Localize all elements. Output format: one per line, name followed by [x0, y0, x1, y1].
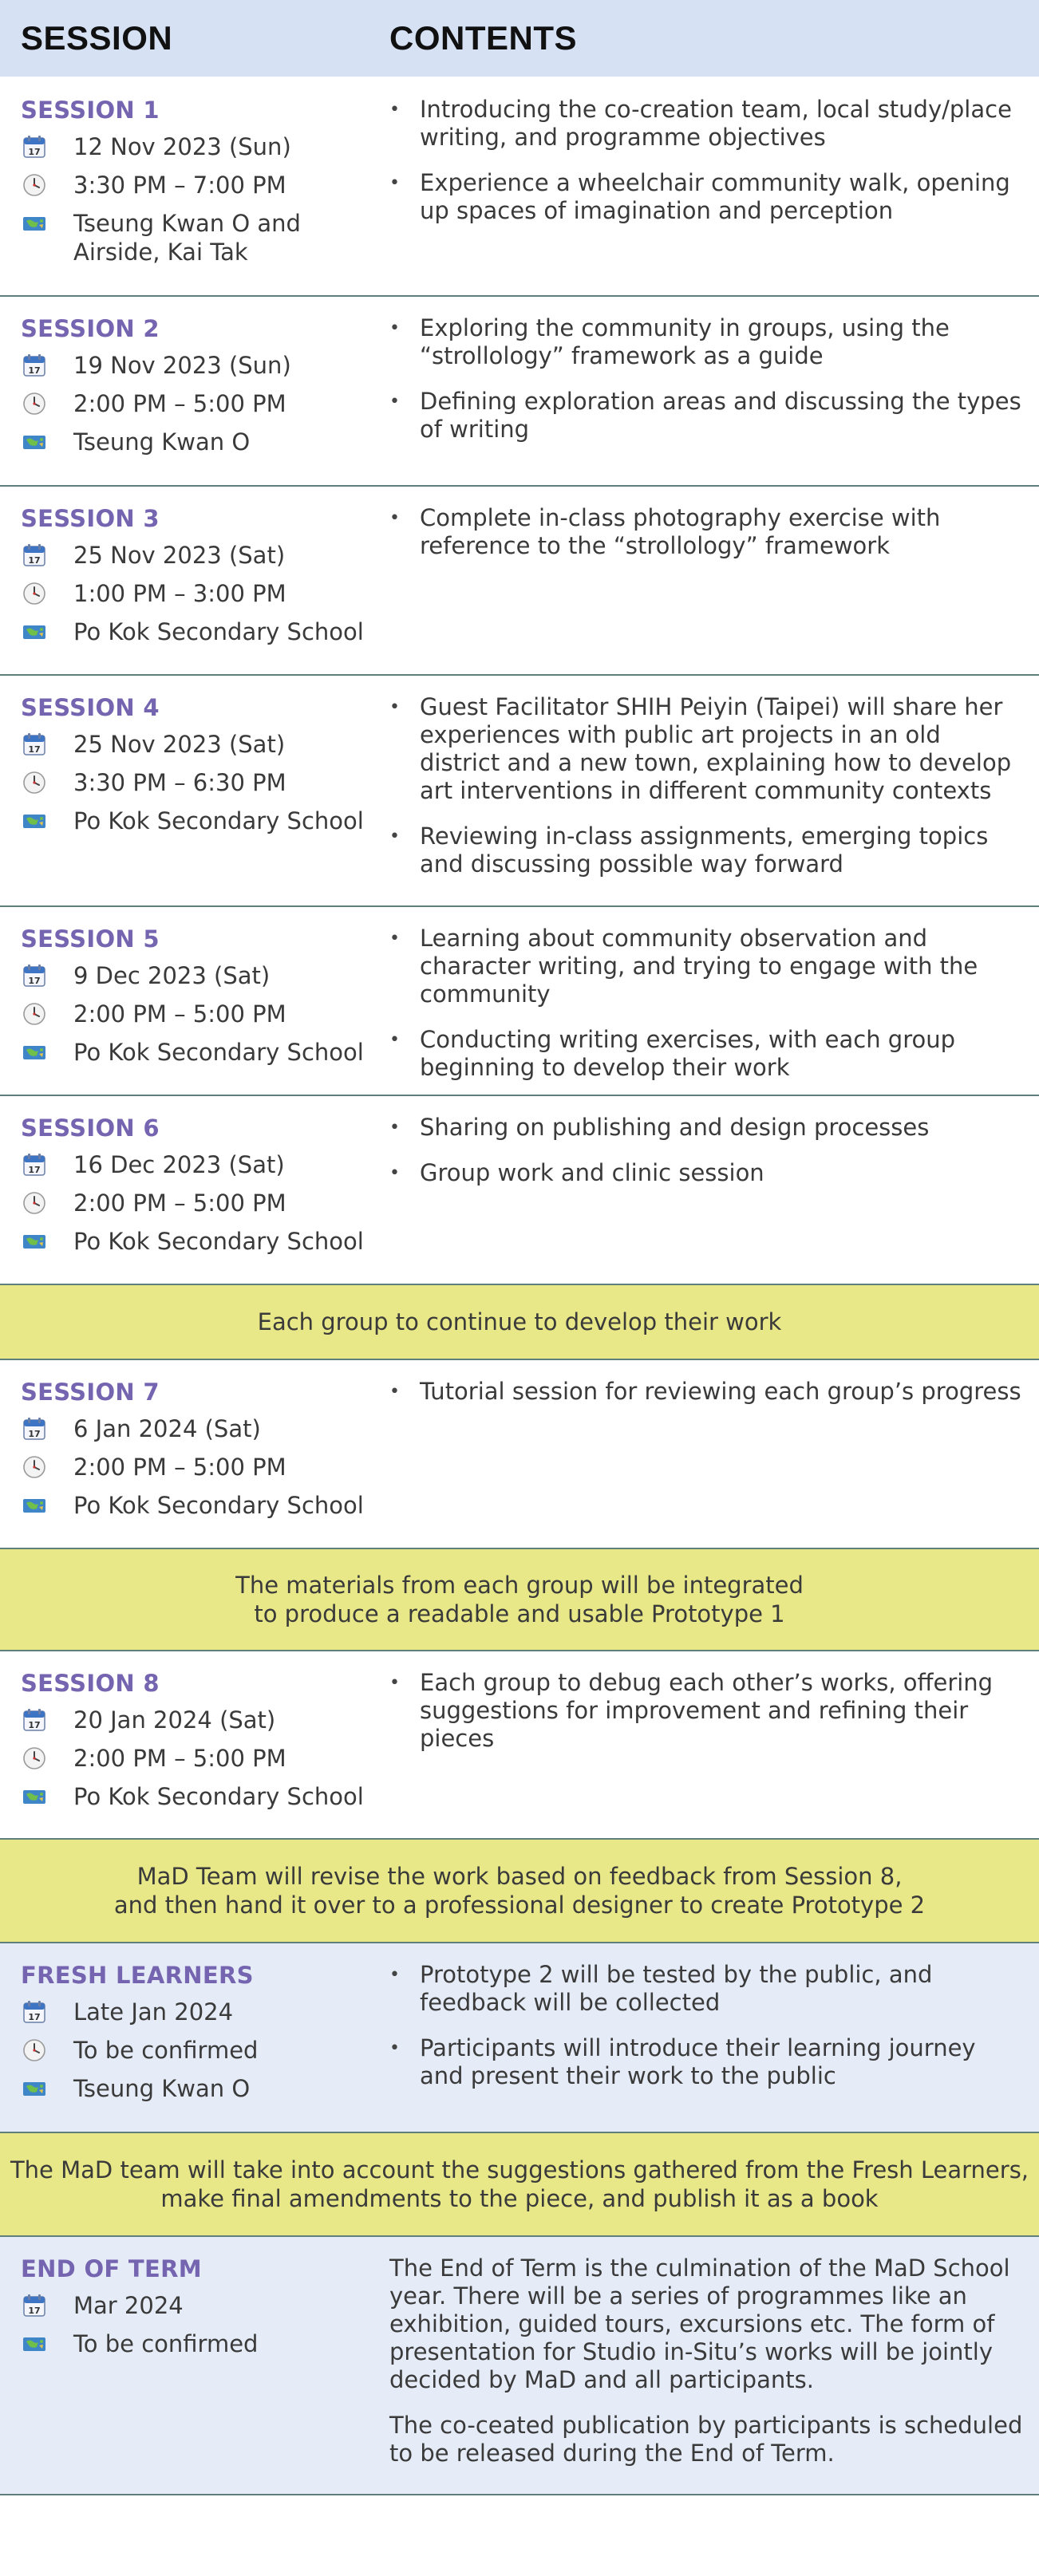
- svg-text:17: 17: [28, 555, 41, 566]
- content-bullet: • Complete in-class photography exercise with reference to the “strollology” framework: [389, 504, 941, 559]
- date-text: 25 Nov 2023 (Sat): [73, 542, 286, 569]
- note-banner: The MaD team will take into account the suggestions gathered from the Fresh Learners, make final amendments to the piece, and publish it as a book: [0, 2133, 1039, 2237]
- session-title: SESSION 8: [21, 1670, 160, 1697]
- session-contents: [370, 487, 1039, 674]
- time-text: 2:00 PM – 5:00 PM: [73, 1189, 286, 1217]
- session-date: [21, 1998, 370, 2026]
- bullet-text: Exploring the community in groups, using the “strollology” framework as a guide: [420, 314, 950, 369]
- content-bullet: • Defining exploration areas and discussing the types of writing: [389, 388, 1021, 443]
- session-venue: [21, 2329, 370, 2358]
- map-icon: [21, 1227, 48, 1256]
- header-contents: CONTENTS: [389, 19, 577, 57]
- bullet-text: Each group to debug each other’s works, offering suggestions for improvement and refining their pieces: [420, 1669, 994, 1752]
- bullet-text: Conducting writing exercises, with each group beginning to develop their work: [420, 1026, 956, 1081]
- content-bullet: • Group work and clinic session: [389, 1159, 764, 1186]
- date-text: 20 Jan 2024 (Sat): [73, 1706, 276, 1734]
- note-banner: Each group to continue to develop their work: [0, 1285, 1039, 1360]
- session-row-3: [0, 487, 1039, 676]
- venue-text: Tseung Kwan O and Airside, Kai Tak: [73, 210, 301, 266]
- venue-text: Po Kok Secondary School: [73, 1039, 364, 1066]
- bullet-text: Guest Facilitator SHIH Peiyin (Taipei) will share her experiences with public art projects in an old district and a new town, explaining how to develop art interventions in different community contexts: [420, 693, 1012, 804]
- session-row-2: [0, 297, 1039, 487]
- venue-text: To be confirmed: [73, 2330, 259, 2357]
- note-banner: MaD Team will revise the work based on feedback from Session 8, and then hand it over to a professional designer to create Prototype 2: [0, 1840, 1039, 1943]
- bullet-text: Complete in-class photography exercise with reference to the “strollology” framework: [420, 504, 941, 559]
- content-bullet: • Participants will introduce their learning journey and present their work to the public: [389, 2034, 976, 2089]
- session-title: SESSION 5: [21, 925, 160, 953]
- session-date: [21, 730, 370, 759]
- bullet-text: Learning about community observation and character writing, and trying to engage with the community: [420, 925, 978, 1008]
- content-bullet: • Introducing the co-creation team, local study/place writing, and programme objectives: [389, 96, 1012, 151]
- session-title: SESSION 6: [21, 1114, 160, 1142]
- session-info: [0, 907, 370, 1095]
- session-title: SESSION 2: [21, 315, 160, 342]
- content-bullet: • Reviewing in-class assignments, emerging topics and discussing possible way forward: [389, 823, 989, 878]
- venue-text: Po Kok Secondary School: [73, 807, 364, 834]
- bullet-text: Experience a wheelchair community walk, opening up spaces of imagination and perception: [420, 169, 1010, 224]
- map-icon: [21, 1038, 48, 1067]
- session-contents: [370, 297, 1039, 485]
- session-time: [21, 1453, 370, 1481]
- session-date: [21, 961, 370, 990]
- date-text: 12 Nov 2023 (Sun): [73, 133, 291, 160]
- date-text: Late Jan 2024: [73, 1998, 234, 2026]
- session-time: [21, 171, 370, 199]
- session-date: [21, 1706, 370, 1734]
- session-contents: [370, 1651, 1039, 1838]
- time-text: 2:00 PM – 5:00 PM: [73, 1000, 286, 1028]
- session-contents: [370, 1943, 1039, 2132]
- content-paragraph: The End of Term is the culmination of the MaD School year. There will be a series of programmes like an exhibition, guided tours, excursions etc. The form of presentation for Studio in-Situ’s works will be jointly decided by MaD and all participants.: [389, 2254, 1010, 2393]
- session-venue: [21, 428, 370, 456]
- time-text: To be confirmed: [73, 2037, 259, 2064]
- clock-icon: [21, 768, 48, 797]
- calendar-icon: [21, 1706, 48, 1734]
- map-icon: [21, 617, 48, 646]
- session-date: [21, 1414, 370, 1443]
- svg-text:17: 17: [28, 976, 41, 986]
- content-bullet: • Prototype 2 will be tested by the public, and feedback will be collected: [389, 1961, 933, 2016]
- svg-text:17: 17: [28, 1165, 41, 1175]
- table-header: [0, 0, 1039, 78]
- calendar-icon: [21, 961, 48, 990]
- svg-text:17: 17: [28, 744, 41, 755]
- bullet-text: Prototype 2 will be tested by the public, and feedback will be collected: [420, 1961, 933, 2016]
- session-contents: [370, 907, 1039, 1095]
- fresh-learners-row: [0, 1943, 1039, 2133]
- session-venue: [21, 807, 370, 835]
- calendar-icon: [21, 132, 48, 161]
- clock-icon: [21, 2036, 48, 2065]
- clock-icon: [21, 1000, 48, 1028]
- session-time: [21, 2036, 370, 2065]
- end-of-term-row: [0, 2237, 1039, 2495]
- session-row-7: [0, 1360, 1039, 1549]
- header-session: SESSION: [21, 19, 173, 57]
- date-text: 25 Nov 2023 (Sat): [73, 731, 286, 758]
- clock-icon: [21, 1189, 48, 1217]
- svg-text:17: 17: [28, 147, 41, 157]
- calendar-icon: [21, 1150, 48, 1179]
- map-icon: [21, 428, 48, 456]
- date-text: Mar 2024: [73, 2292, 184, 2319]
- map-icon: [21, 1782, 48, 1811]
- session-contents: [370, 78, 1039, 295]
- session-title: FRESH LEARNERS: [21, 1962, 254, 1989]
- session-date: [21, 132, 370, 161]
- calendar-icon: [21, 730, 48, 759]
- content-bullet: • Exploring the community in groups, using the “strollology” framework as a guide: [389, 314, 950, 369]
- session-time: [21, 1189, 370, 1217]
- calendar-icon: [21, 2291, 48, 2320]
- time-text: 1:00 PM – 3:00 PM: [73, 580, 286, 607]
- content-bullet: • Experience a wheelchair community walk, opening up spaces of imagination and perception: [389, 169, 1010, 224]
- session-date: [21, 2291, 370, 2320]
- content-bullet: • Guest Facilitator SHIH Peiyin (Taipei) will share her experiences with public art projects in an old district and a new town, explaining how to develop art interventions in different community contexts: [389, 693, 1012, 804]
- session-contents: [370, 1096, 1039, 1284]
- session-time: [21, 579, 370, 608]
- content-bullet: • Each group to debug each other’s works, offering suggestions for improvement and refining their pieces: [389, 1669, 994, 1752]
- session-title: SESSION 3: [21, 505, 160, 532]
- time-text: 2:00 PM – 5:00 PM: [73, 390, 286, 417]
- session-row-5: [0, 907, 1039, 1096]
- session-contents: [370, 676, 1039, 905]
- content-bullet: • Learning about community observation and character writing, and trying to engage with the community: [389, 925, 978, 1008]
- session-contents: [370, 2237, 1039, 2494]
- venue-text: Tseung Kwan O: [73, 2075, 251, 2102]
- session-time: [21, 768, 370, 797]
- session-contents: [370, 1360, 1039, 1548]
- bullet-text: Reviewing in-class assignments, emerging topics and discussing possible way forward: [420, 823, 989, 878]
- venue-text: Po Kok Secondary School: [73, 1783, 364, 1810]
- session-info: [0, 1096, 370, 1284]
- session-info: [0, 297, 370, 485]
- svg-text:17: 17: [28, 2012, 41, 2022]
- bullet-text: Introducing the co-creation team, local study/place writing, and programme objectives: [420, 96, 1012, 151]
- svg-text:17: 17: [28, 2306, 41, 2316]
- session-title: SESSION 1: [21, 97, 160, 124]
- map-icon: [21, 807, 48, 835]
- session-info: [0, 487, 370, 674]
- session-row-1: [0, 78, 1039, 297]
- session-date: [21, 351, 370, 380]
- time-text: 3:30 PM – 7:00 PM: [73, 172, 286, 199]
- session-venue: [21, 1227, 370, 1256]
- session-row-6: [0, 1096, 1039, 1285]
- note-banner: The materials from each group will be integrated to produce a readable and usable Prototype 1: [0, 1549, 1039, 1651]
- bullet-text: Defining exploration areas and discussing the types of writing: [420, 388, 1021, 443]
- session-title: SESSION 7: [21, 1379, 160, 1406]
- session-time: [21, 1744, 370, 1773]
- session-info: [0, 1651, 370, 1838]
- venue-text: Tseung Kwan O: [73, 428, 251, 456]
- map-icon: [21, 209, 48, 238]
- session-venue: [21, 2074, 370, 2103]
- clock-icon: [21, 1453, 48, 1481]
- time-text: 2:00 PM – 5:00 PM: [73, 1745, 286, 1772]
- content-bullet: • Sharing on publishing and design processes: [389, 1114, 930, 1141]
- venue-text: Po Kok Secondary School: [73, 618, 364, 645]
- session-info: [0, 78, 370, 295]
- calendar-icon: [21, 541, 48, 570]
- session-row-8: [0, 1651, 1039, 1840]
- clock-icon: [21, 389, 48, 418]
- date-text: 6 Jan 2024 (Sat): [73, 1415, 261, 1442]
- date-text: 19 Nov 2023 (Sun): [73, 352, 291, 379]
- session-venue: [21, 1782, 370, 1811]
- calendar-icon: [21, 1998, 48, 2026]
- session-info: [0, 676, 370, 905]
- clock-icon: [21, 1744, 48, 1773]
- session-title: END OF TERM: [21, 2255, 202, 2282]
- date-text: 16 Dec 2023 (Sat): [73, 1151, 285, 1178]
- map-icon: [21, 2074, 48, 2103]
- content-bullet: • Tutorial session for reviewing each group’s progress: [389, 1378, 1021, 1405]
- bullet-text: Group work and clinic session: [420, 1159, 764, 1186]
- venue-text: Po Kok Secondary School: [73, 1492, 364, 1519]
- session-time: [21, 389, 370, 418]
- bullet-text: Participants will introduce their learning journey and present their work to the public: [420, 2034, 976, 2089]
- bullet-text: Sharing on publishing and design processes: [420, 1114, 930, 1141]
- session-venue: [21, 1491, 370, 1520]
- session-info: [0, 1943, 370, 2132]
- session-info: [0, 2237, 370, 2494]
- session-venue: [21, 209, 370, 266]
- session-title: SESSION 4: [21, 694, 160, 721]
- clock-icon: [21, 579, 48, 608]
- svg-text:17: 17: [28, 365, 41, 376]
- calendar-icon: [21, 1414, 48, 1443]
- session-venue: [21, 617, 370, 646]
- calendar-icon: [21, 351, 48, 380]
- content-paragraph: The co-ceated publication by participants is scheduled to be released during the End of Term.: [389, 2412, 1023, 2467]
- map-icon: [21, 2329, 48, 2358]
- content-bullet: • Conducting writing exercises, with each group beginning to develop their work: [389, 1026, 956, 1081]
- session-info: [0, 1360, 370, 1548]
- session-date: [21, 541, 370, 570]
- date-text: 9 Dec 2023 (Sat): [73, 962, 271, 989]
- session-date: [21, 1150, 370, 1179]
- clock-icon: [21, 171, 48, 199]
- map-icon: [21, 1491, 48, 1520]
- svg-text:17: 17: [28, 1720, 41, 1730]
- bullet-text: Tutorial session for reviewing each group’s progress: [420, 1378, 1021, 1405]
- session-row-4: [0, 676, 1039, 907]
- svg-text:17: 17: [28, 1429, 41, 1439]
- time-text: 3:30 PM – 6:30 PM: [73, 769, 286, 796]
- session-venue: [21, 1038, 370, 1067]
- session-time: [21, 1000, 370, 1028]
- time-text: 2:00 PM – 5:00 PM: [73, 1454, 286, 1481]
- venue-text: Po Kok Secondary School: [73, 1228, 364, 1255]
